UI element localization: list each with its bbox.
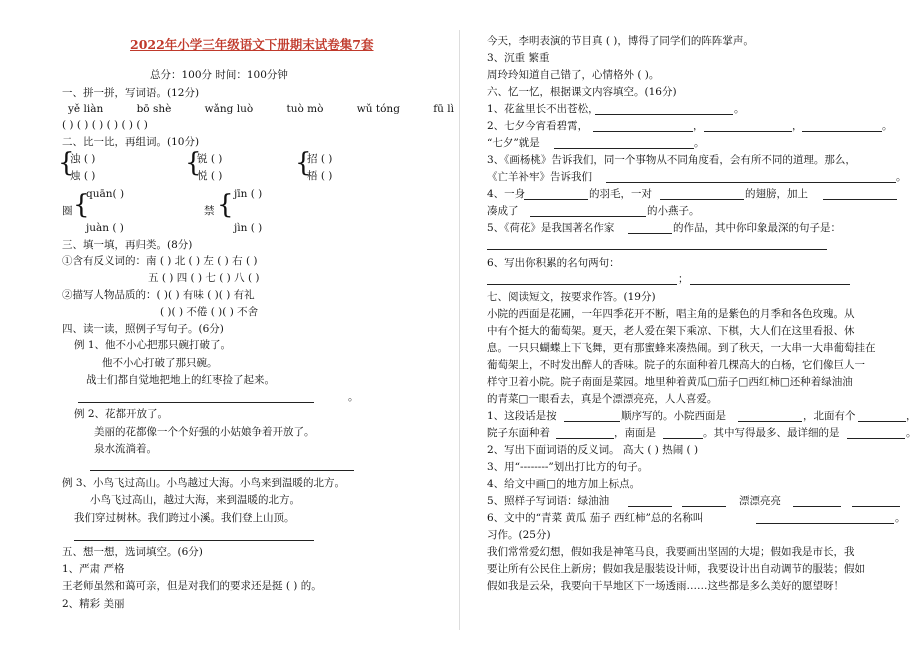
fill-line[interactable]: ②描写人物品质的：( )( ) 有味 ( )( ) 有礼 [62, 289, 255, 301]
practice-sentence: 我们穿过树林。我们跨过小溪。我们登上山顶。 [74, 512, 295, 524]
answer-line[interactable] [606, 182, 896, 183]
recall-q4: 的翅膀，加上 [745, 188, 808, 200]
section-1-heading: 一、拼一拼，写词语。(12分) [62, 87, 200, 99]
word-choice: 3、沉重 繁重 [487, 52, 550, 64]
section-3-heading: 三、填一填，再归类。(8分) [62, 239, 193, 251]
recall-q4: 4、一身 [487, 188, 526, 200]
section-4-heading: 四、读一读，照例子写句子。(6分) [62, 323, 224, 335]
compare-row-4[interactable] [86, 221, 263, 235]
recall-q6: 6、写出你积累的名句两句： [487, 257, 620, 269]
question-5: 漂漂亮亮 [739, 495, 781, 507]
punct: 。 [694, 137, 705, 149]
recall-q2b: “七夕”就是 [487, 137, 540, 149]
question-1: 顺序写的。小院西面是 [621, 410, 726, 422]
brace-icon: { [58, 148, 75, 178]
answer-line[interactable] [663, 438, 703, 439]
compare-item[interactable]: quān( ) [86, 188, 125, 200]
answer-line[interactable] [74, 540, 314, 541]
pinyin-4: tuò mò [286, 103, 324, 115]
punct: ； [678, 273, 689, 285]
answer-line[interactable] [556, 438, 614, 439]
brace-icon: { [185, 148, 202, 178]
answer-line[interactable] [823, 199, 897, 200]
compare-char: 禁 [204, 205, 215, 217]
compare-row-1[interactable] [70, 152, 333, 166]
answer-line[interactable] [858, 421, 906, 422]
pinyin-6: fū lì [433, 103, 454, 115]
example-sentence: 例 2、花都开放了。 [74, 408, 169, 420]
choice-sentence[interactable]: 王老师虽然和蔼可亲，但是对我们的要求还是挺 ( ) 的。 [62, 580, 322, 592]
answer-line[interactable] [628, 506, 672, 507]
pinyin-5: wǔ tóng [356, 103, 400, 115]
question-1: 1、这段话是按 [487, 410, 557, 422]
answer-line[interactable] [90, 470, 354, 471]
compare-item[interactable]: 锐 ( ) [197, 153, 223, 165]
answer-line[interactable] [704, 131, 792, 132]
answer-line[interactable] [802, 131, 882, 132]
answer-line[interactable] [756, 523, 894, 524]
recall-q1: 1、花盆里长不出苍松， [487, 103, 599, 115]
compare-row-2[interactable] [70, 169, 333, 183]
example-sentence: 例 1、他不小心把那只碗打破了。 [74, 339, 232, 351]
example-sentence: 例 3、小鸟飞过高山。小鸟越过大海。小鸟来到温暖的北方。 [62, 477, 346, 489]
choice-sentence[interactable]: 周玲玲知道自己错了，心情格外 ( )。 [487, 69, 660, 81]
brace-icon: { [295, 148, 312, 178]
pinyin-answer-boxes[interactable]: ( ) ( ) ( ) ( ) ( ) ( ) [62, 119, 148, 131]
answer-line[interactable] [593, 131, 693, 132]
column-divider [459, 30, 460, 630]
brace-icon: { [73, 190, 90, 220]
question-6: 6、文中的“青菜 黄瓜 茄子 西红柿”总的名称叫 [487, 512, 704, 524]
answer-line[interactable] [554, 148, 694, 149]
question-1: ，北面有个 [803, 410, 856, 422]
compare-item[interactable]: 梧 ( ) [307, 170, 333, 182]
answer-line[interactable] [564, 421, 620, 422]
punct: ， [792, 120, 803, 132]
punct: ， [693, 120, 704, 132]
question-2[interactable]: 2、写出下面词语的反义词。 高大 ( ) 热闹 ( ) [487, 444, 699, 456]
essay-prompt-line: 我们常常爱幻想，假如我是神笔马良，我要画出坚固的大堤；假如我是市长，我 [487, 546, 855, 558]
pinyin-3: wǎng luò [204, 103, 254, 115]
pinyin-row [68, 102, 454, 116]
section-7-heading: 七、阅读短文，按要求作答。(19分) [487, 291, 656, 303]
section-5-heading: 五、想一想，选词填空。(6分) [62, 546, 203, 558]
passage-line: 息。一只只蝴蝶上下飞舞，更有那蜜蜂来凑热闹。到了秋天，一大串一大串葡萄挂在 [487, 342, 876, 354]
recall-q4: 的羽毛，一对 [589, 188, 652, 200]
compare-row-3[interactable] [86, 187, 263, 201]
example-sentence: 他不小心打破了那只碗。 [102, 357, 218, 369]
answer-line[interactable] [852, 506, 900, 507]
answer-line[interactable] [487, 249, 827, 250]
compare-item[interactable]: juàn ( ) [86, 222, 124, 234]
punct: 。 [896, 171, 907, 183]
compare-char: 圈 [62, 205, 73, 217]
question-4: 4、给文中画□的地方加上标点。 [487, 478, 641, 490]
recall-q2: 2、七夕今宵看碧霄， [487, 120, 589, 132]
example-sentence: 美丽的花都像一个个好强的小姑娘争着开放了。 [94, 426, 315, 438]
question-1: 。其中写得最多、最详细的是 [703, 427, 840, 439]
section-2-heading: 二、比一比，再组词。(10分) [62, 136, 200, 148]
compare-item[interactable]: jìn ( ) [234, 222, 263, 234]
answer-line[interactable] [660, 199, 744, 200]
compare-item[interactable]: 浊 ( ) [70, 153, 96, 165]
recall-q3: 3、《画杨桃》告诉我们，同一个事物从不同角度看，会有所不同的道理。那么， [487, 154, 856, 166]
choice-sentence[interactable]: 今天，李明表演的节目真 ( )，博得了同学们的阵阵掌声。 [487, 35, 754, 47]
passage-line: 中有个挺大的葡萄架。夏天，老人爱在架下乘凉、下棋，大人们在这里看报、休 [487, 325, 855, 337]
recall-q3b: 《亡羊补牢》告诉我们 [487, 171, 592, 183]
passage-line: 的青菜□一眼看去，真是个漂漂亮亮，人人喜爱。 [487, 393, 718, 405]
brace-icon: { [217, 190, 234, 220]
punct: 。 [895, 512, 906, 524]
question-1: ，南面是 [614, 427, 656, 439]
punct: 。 [734, 103, 745, 115]
section-8-heading: 习作。(25分) [487, 529, 551, 541]
score-time-line: 总分：100分 时间：100分钟 [150, 69, 288, 81]
question-3: 3、用“--------”划出打比方的句子。 [487, 461, 649, 473]
period-mark: 。 [348, 391, 359, 403]
answer-line[interactable] [793, 506, 841, 507]
compare-item[interactable]: 悦 ( ) [197, 170, 223, 182]
answer-line[interactable] [628, 233, 672, 234]
answer-line[interactable] [595, 114, 733, 115]
answer-line[interactable] [682, 506, 726, 507]
passage-line: 小院的西面是花圃，一年四季花开不断，唱主角的是紫色的月季和各色玫瑰。从 [487, 308, 855, 320]
word-choice: 1、严肃 严格 [62, 563, 125, 575]
punct: 。 [906, 427, 917, 439]
page-title: 2022年小学三年级语文下册期末试卷集7套 [130, 37, 374, 52]
example-sentence: 小鸟飞过高山，越过大海，来到温暖的北方。 [90, 494, 300, 506]
compare-item[interactable]: 招 ( ) [307, 153, 333, 165]
section-6-heading: 六、忆一忆，根据课文内容填空。(16分) [487, 86, 677, 98]
pinyin-2: bō shè [136, 103, 172, 115]
word-choice: 2、精彩 美丽 [62, 598, 125, 610]
compare-item[interactable]: jīn ( ) [234, 188, 263, 200]
answer-line[interactable] [530, 216, 646, 217]
passage-line: 样守卫着小院。院子南面是菜园。地里种着黄瓜□茄子□西红柿□还种着绿油油 [487, 376, 853, 388]
recall-q5: 的作品，其中你印象最深的句子是： [673, 222, 841, 234]
question-5: 5、照样子写词语：绿油油 [487, 495, 610, 507]
punct: ， [906, 410, 917, 422]
passage-line: 葡萄架上，不时发出醉人的香味。院子的东面种着几棵高大的白杨，它们像巨人一 [487, 359, 865, 371]
punct: 。 [882, 120, 893, 132]
fill-line[interactable]: ①含有反义词的：南 ( ) 北 ( ) 左 ( ) 右 ( ) [62, 255, 258, 267]
fill-line[interactable]: ( )( ) 不倦 ( )( ) 不舍 [160, 306, 259, 318]
answer-line[interactable] [487, 284, 677, 285]
answer-line[interactable] [847, 438, 905, 439]
answer-line[interactable] [524, 199, 588, 200]
compare-item[interactable]: 烛 ( ) [70, 170, 96, 182]
practice-sentence: 战士们都自觉地把地上的红枣捡了起来。 [86, 374, 275, 386]
recall-q5: 5、《荷花》是我国著名作家 [487, 222, 615, 234]
essay-prompt-line: 要让所有公民住上新房；假如我是服装设计师，我要设计出自动调节的服装；假如 [487, 563, 865, 575]
recall-q4: 的小燕子。 [647, 205, 700, 217]
fill-line[interactable]: 五 ( ) 四 ( ) 七 ( ) 八 ( ) [148, 272, 260, 284]
answer-line[interactable] [690, 284, 850, 285]
answer-line[interactable] [78, 402, 314, 403]
question-1: 院子东面种着 [487, 427, 550, 439]
pinyin-1: yě liàn [68, 103, 104, 115]
practice-sentence: 泉水流淌着。 [94, 443, 157, 455]
essay-prompt-line: 假如我是云朵，我要向干旱地区下一场透雨……这些都是多么美好的愿望呀！ [487, 580, 844, 592]
recall-q4: 凑成了 [487, 205, 519, 217]
answer-line[interactable] [738, 421, 802, 422]
